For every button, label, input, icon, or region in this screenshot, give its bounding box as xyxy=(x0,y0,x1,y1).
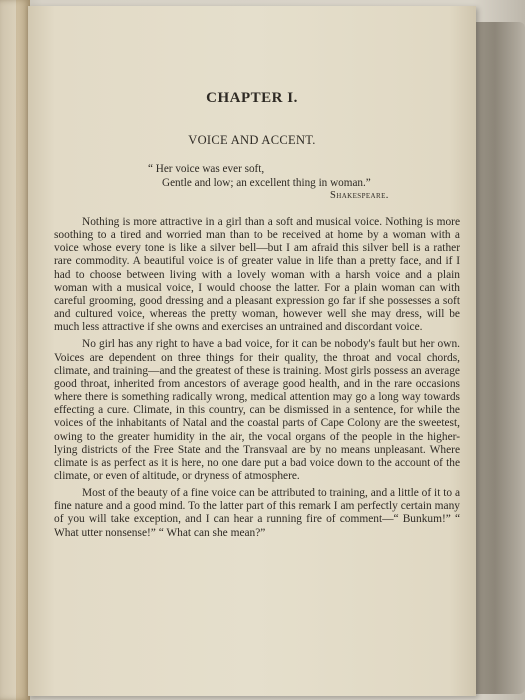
epigraph xyxy=(148,162,448,190)
paragraph-3: Most of the beauty of a fine voice can be attributed to training, and a little of it to a fine nature and a good mind. To the latter part of this remark I am perfectly certain many of you will take exception, and I can hear a running fire of comment—“ Bunkum!” “ What utter nonsense!” “ What can she mean?” xyxy=(54,487,460,539)
epigraph-line-1: “ Her voice was ever soft, xyxy=(148,163,265,175)
epigraph-line-2: Gentle and low; an excellent thing in woman.” xyxy=(162,177,371,189)
paragraph-2: No girl has any right to have a bad voice, for it can be nobody's fault but her own. Voices are dependent on three things for their quality, the throat and vocal chords, climate, and training—and the greatest of these is training. Most girls possess an average good throat, inherited from ancestors of average good health, and in the rare occasions where there is something radically wrong, medical attention may go a long way towards effecting a cure. Climate, in this country, can be dismissed in a sentence, for while the voices of the inhabitants of Natal and the coastal parts of Cape Colony are the sweetest, owing to the greater humidity in the air, the vocal organs of the people in the higher-lying districts of the Free State and the Transvaal are by no means unpleasant. Where climate is as perfect as it is here, no one dare put a bad voice down to the account of the climate, or even of altitude, or dryness of atmosphere. xyxy=(54,338,460,482)
book-page xyxy=(28,6,476,696)
body-text xyxy=(54,216,460,544)
section-title: VOICE AND ACCENT. xyxy=(188,133,316,147)
epigraph-attribution: Shakespeare. xyxy=(330,190,389,201)
paragraph-1: Nothing is more attractive in a girl than a soft and musical voice. Nothing is more soothing to a tired and worried man than to be received at home by a woman with a voice whose every tone is like a silver bell—but I am afraid this silver bell is a rather rare commodity. A beautiful voice is of greater value in life than a pretty face, and if I had to choose between living with a lovely woman with a harsh voice and a plain woman with a musical voice, I would choose the latter. For a plain woman can with careful grooming, good dressing and a pleasant expression go far if she possesses a soft and cultured voice, whereas the pretty woman, however well she may dress, will be much less attractive if she owns and exercises an untrained and discordant voice. xyxy=(54,216,460,334)
chapter-title: CHAPTER I. xyxy=(206,90,298,106)
book-cover-edge xyxy=(475,22,525,694)
